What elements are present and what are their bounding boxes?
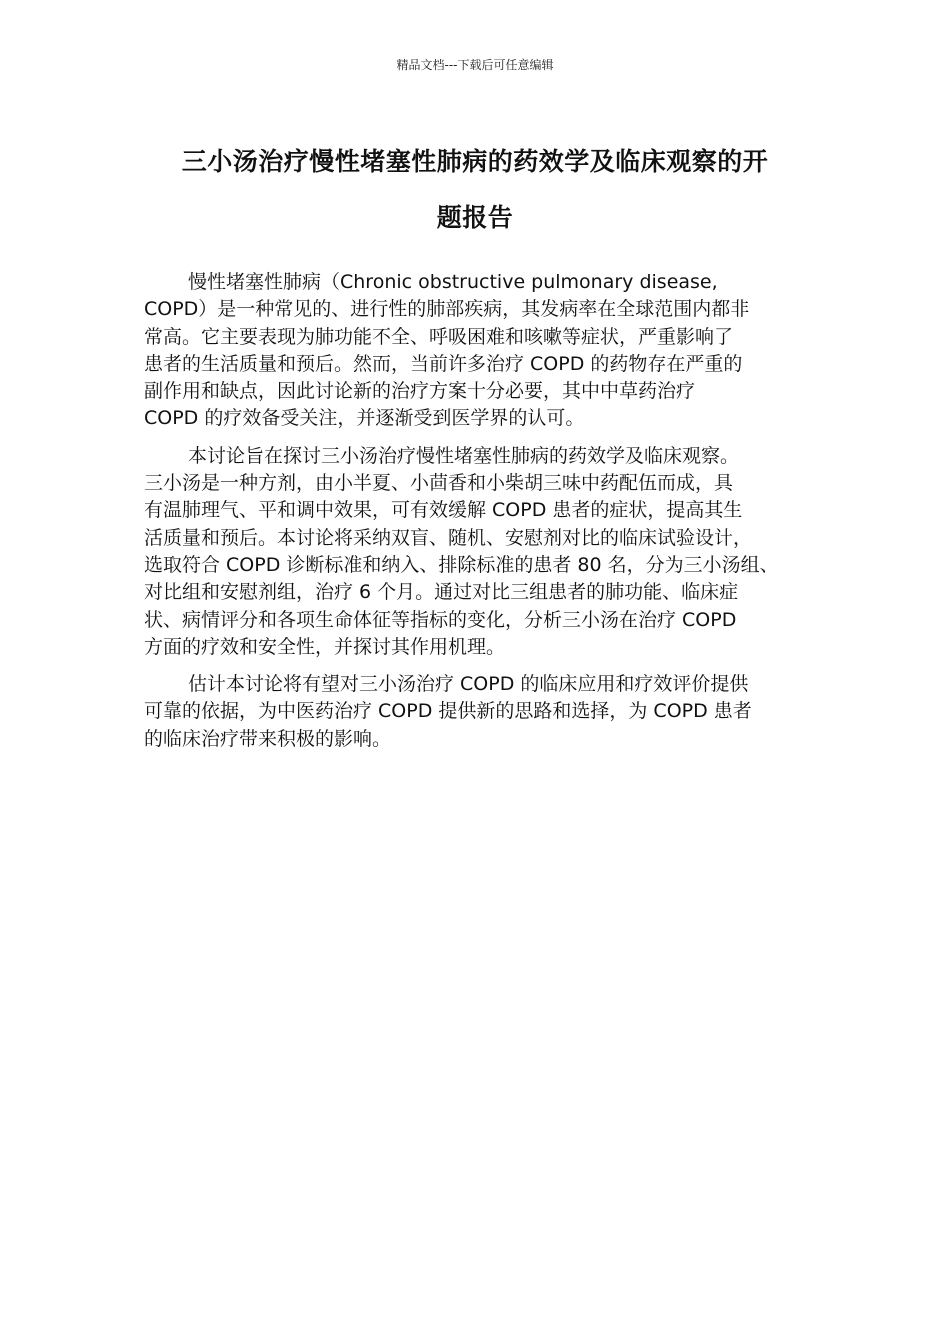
paragraph-line: 慢性堵塞性肺病（Chronic obstructive pulmonary disease, [188,271,718,293]
header-note: 精品文档---下载后可任意编辑 [396,58,554,72]
paragraph-study-design [144,443,824,661]
paragraph-line: 活质量和预后。本讨论将采纳双盲、随机、安慰剂对比的临床试验设计， [144,526,753,549]
paragraph-line: 估计本讨论将有望对三小汤治疗 COPD 的临床应用和疗效评价提供 [188,673,749,696]
body-text [144,269,824,763]
title-line-2: 题报告 [436,203,514,232]
paragraph-line: 有温肺理气、平和调中效果，可有效缓解 COPD 患者的症状，提高其生 [144,499,743,522]
paragraph-line: 副作用和缺点，因此讨论新的治疗方案十分必要，其中中草药治疗 [144,380,696,403]
paragraph-line: COPD）是一种常见的、进行性的肺部疾病，其发病率在全球范围内都非 [144,298,750,321]
paragraph-line: 三小汤是一种方剂，由小半夏、小茴香和小柴胡三味中药配伍而成，具 [144,472,734,495]
paragraph-line: 对比组和安慰剂组，治疗 6 个月。通过对比三组患者的肺功能、临床症 [144,581,739,604]
paragraph-intro [144,269,824,433]
paragraph-line: 选取符合 COPD 诊断标准和纳入、排除标准的患者 80 名，分为三小汤组、 [144,553,779,576]
paragraph-line: 患者的生活质量和预后。然而，当前许多治疗 COPD 的药物存在严重的 [144,352,743,375]
paragraph-line: 可靠的依据，为中医药治疗 COPD 提供新的思路和选择，为 COPD 患者 [144,700,752,723]
paragraph-line: 常高。它主要表现为肺功能不全、呼吸困难和咳嗽等症状，严重影响了 [144,325,734,348]
paragraph-line: 方面的疗效和安全性，并探讨其作用机理。 [144,635,506,658]
document-title [143,134,807,246]
paragraph-line: 状、病情评分和各项生命体征等指标的变化，分析三小汤在治疗 COPD [144,608,737,631]
paragraph-line: 的临床治疗带来积极的影响。 [144,727,392,750]
paragraph-line: 本讨论旨在探讨三小汤治疗慢性堵塞性肺病的药效学及临床观察。 [188,444,740,467]
paragraph-line: COPD 的疗效备受关注，并逐渐受到医学界的认可。 [144,407,585,430]
paragraph-expected-outcome [144,671,824,753]
title-line-1: 三小汤治疗慢性堵塞性肺病的药效学及临床观察的开 [181,147,769,176]
